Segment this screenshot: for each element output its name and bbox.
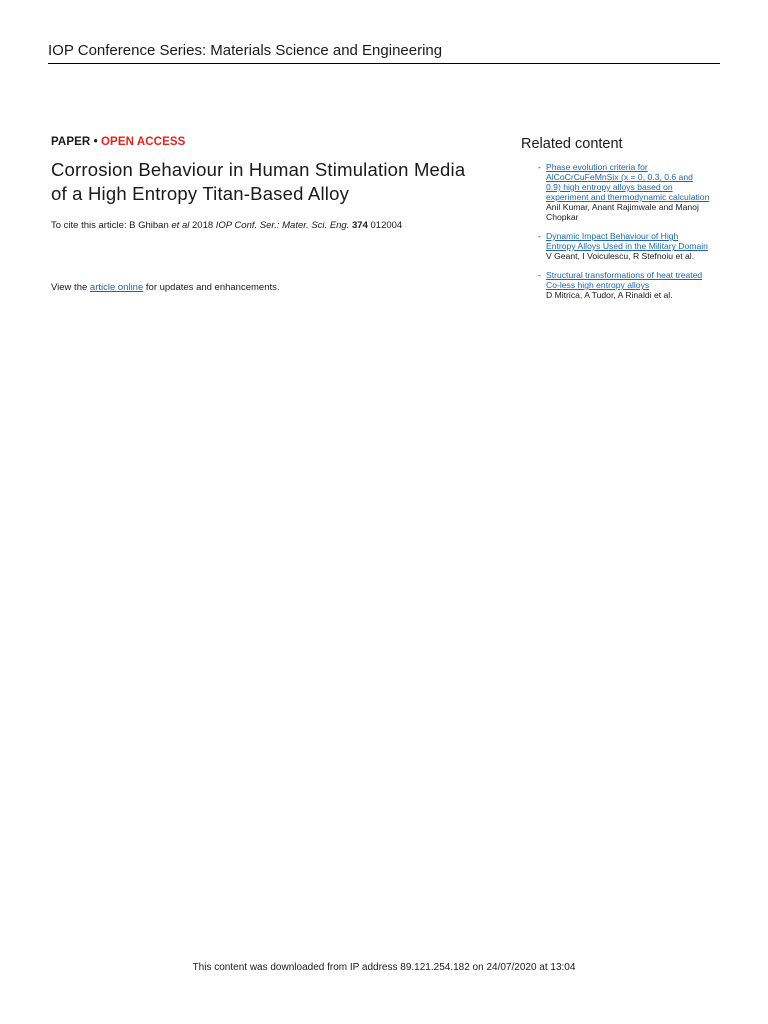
- article-online-link[interactable]: article online: [89, 282, 144, 293]
- cite-prefix: To cite this article: B Ghiban: [51, 220, 169, 231]
- related-authors: Anil Kumar, Anant Rajimwale and Manoj: [546, 202, 699, 212]
- open-access-badge: OPEN ACCESS: [101, 136, 186, 148]
- view-suffix: for updates and enhancements.: [145, 282, 280, 293]
- list-dash: -: [538, 231, 541, 241]
- title-line-1: Corrosion Behaviour in Human Stimulation Media: [51, 159, 466, 180]
- related-authors: V Geant, I Voiculescu, R Stefnoiu et al.: [546, 251, 695, 261]
- related-item: [521, 162, 731, 222]
- related-item: [521, 270, 731, 300]
- cite-journal: IOP Conf. Ser.: Mater. Sci. Eng.: [215, 220, 350, 231]
- list-dash: -: [538, 270, 541, 280]
- related-content: [521, 136, 731, 309]
- related-item-link[interactable]: [546, 162, 731, 202]
- download-notice: This content was downloaded from IP address 89.121.254.182 on 24/07/2020 at 13:04: [192, 962, 576, 973]
- related-title-line: Phase evolution criteria for: [546, 162, 648, 172]
- paper-info: [51, 136, 506, 293]
- related-title-line: Entropy Alloys Used in the Military Domain: [546, 241, 708, 251]
- related-heading: Related content: [521, 136, 623, 152]
- related-title-line: experiment and thermodynamic calculation: [546, 192, 710, 202]
- related-item: [521, 231, 731, 261]
- related-item-link[interactable]: [546, 231, 731, 251]
- related-item-link[interactable]: [546, 270, 731, 290]
- cite-number: 012004: [370, 220, 403, 231]
- related-title-line: 0.9) high entropy alloys based on: [546, 182, 673, 192]
- related-title-line: Dynamic Impact Behaviour of High: [546, 231, 679, 241]
- view-online: [51, 282, 280, 293]
- list-dash: -: [538, 162, 541, 172]
- related-authors: D Mitrica, A Tudor, A Rinaldi et al.: [546, 290, 673, 300]
- paper-title: [51, 158, 506, 206]
- title-line-2: of a High Entropy Titan-Based Alloy: [51, 183, 350, 204]
- related-title-line: Structural transformations of heat treated: [546, 270, 703, 280]
- cite-etal: et al: [171, 220, 190, 231]
- cite-volume: 374: [352, 220, 368, 231]
- journal-header: IOP Conference Series: Materials Science and Engineering: [48, 42, 720, 64]
- view-prefix: View the: [51, 282, 88, 293]
- related-authors: Chopkar: [546, 212, 579, 222]
- cite-year: 2018: [192, 220, 214, 231]
- paper-type: PAPER •: [51, 136, 98, 148]
- paper-label: [51, 136, 506, 148]
- related-title-line: Co-less high entropy alloys: [546, 280, 650, 290]
- related-title-line: AlCoCrCuFeMnSix (x = 0, 0.3, 0.6 and: [546, 172, 693, 182]
- citation: [51, 220, 506, 231]
